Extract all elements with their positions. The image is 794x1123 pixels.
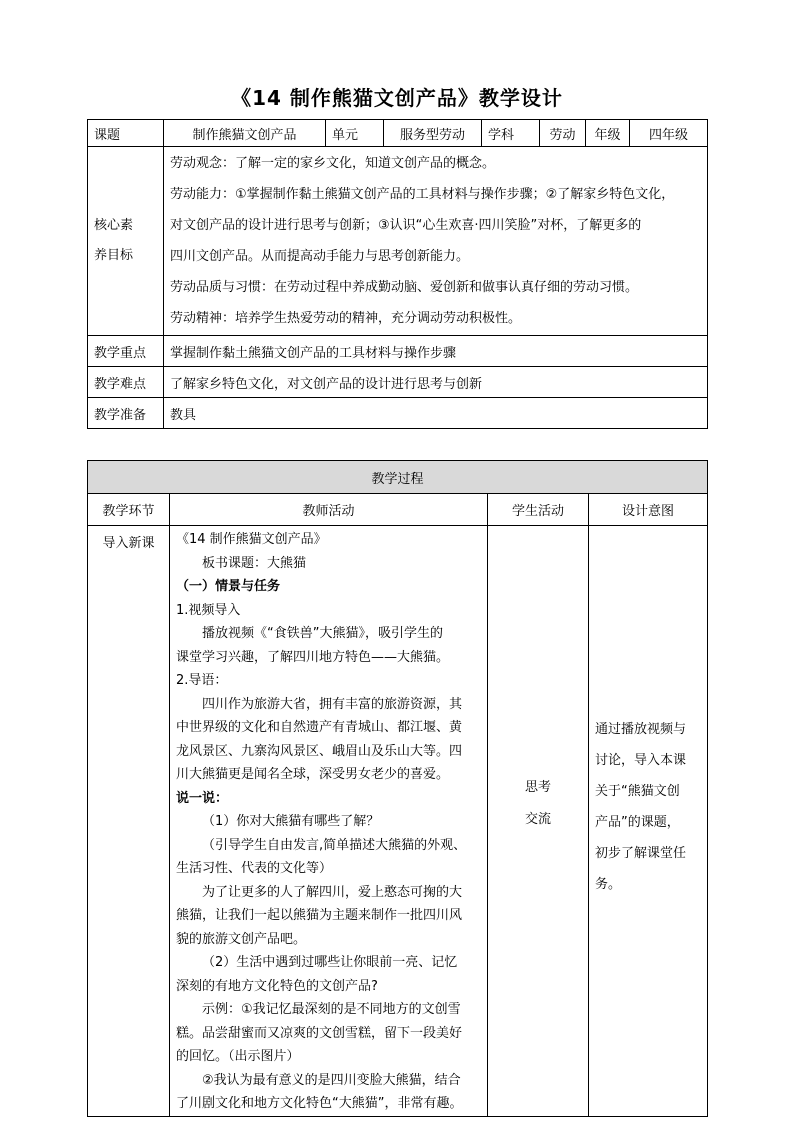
design-intent-cell — [589, 526, 708, 1117]
objectives-label — [88, 147, 164, 336]
design-line: 务。 — [595, 877, 622, 892]
teacher-line: ②我认为最有意义的是四川变脸大熊猫，结合 — [202, 1072, 461, 1088]
teacher-line: 生活习性、代表的文化等） — [176, 861, 333, 876]
objectives-row — [88, 147, 708, 336]
objective-line: 劳动精神：培养学生热爱劳动的精神，充分调动劳动积极性。 — [170, 311, 522, 326]
key-point-value: 掌握制作黏土熊猫文创产品的工具材料与操作步骤 — [164, 336, 708, 367]
preparation-row — [88, 398, 708, 429]
col-stage-header: 教学环节 — [88, 494, 170, 526]
teacher-line: 四川作为旅游大省，拥有丰富的旅游资源，其 — [202, 696, 463, 712]
objectives-label-line2: 养目标 — [94, 248, 134, 263]
teacher-line: 深刻的有地方文化特色的文创产品? — [176, 978, 378, 994]
design-line: 通过播放视频与 — [595, 722, 687, 737]
design-line: 产品”的课题， — [595, 815, 680, 830]
process-row — [88, 526, 708, 1117]
preparation-value: 教具 — [164, 398, 708, 429]
teacher-activity-cell — [170, 526, 488, 1117]
col-teacher-header: 教师活动 — [170, 494, 488, 526]
teacher-line: 《14 制作熊猫文创产品》 — [176, 532, 327, 547]
preparation-label: 教学准备 — [88, 398, 164, 429]
teacher-line: 为了让更多的人了解四川，爱上憨态可掬的大 — [202, 884, 463, 900]
student-activity-line: 思考 — [524, 780, 551, 795]
teacher-line: 1.视频导入 — [176, 602, 241, 618]
teacher-line: （1）你对大熊猫有哪些了解？ — [202, 814, 380, 829]
grade-label: 年级 — [586, 120, 630, 147]
topic-label: 课题 — [88, 120, 164, 147]
stage-cell: 导入新课 — [88, 526, 170, 1117]
teacher-line: 糕。品尝甜蜜而又凉爽的文创雪糕，留下一段美好 — [176, 1025, 463, 1041]
objective-line: 劳动能力：①掌握制作黏土熊猫文创产品的工具材料与操作步骤；②了解家乡特色文化， — [170, 187, 675, 202]
unit-label: 单元 — [326, 120, 384, 147]
teacher-line: 龙风景区、九寨沟风景区、峨眉山及乐山大等。四 — [176, 743, 463, 759]
objectives-content — [164, 147, 708, 336]
teacher-line: 示例：①我记忆最深刻的是不同地方的文创雪 — [202, 1002, 461, 1017]
unit-value: 服务型劳动 — [384, 120, 482, 147]
key-point-label: 教学重点 — [88, 336, 164, 367]
teacher-line: 课堂学习兴趣，了解四川地方特色——大熊猫。 — [176, 649, 450, 665]
process-heading-row — [88, 461, 708, 494]
subject-label: 学科 — [482, 120, 540, 147]
process-header-row — [88, 494, 708, 526]
difficulty-row — [88, 367, 708, 398]
teacher-line: 了川剧文化和地方文化特色“大熊猫”，非常有趣。 — [176, 1096, 463, 1111]
difficulty-value: 了解家乡特色文化，对文创产品的设计进行思考与创新 — [164, 367, 708, 398]
process-heading: 教学过程 — [88, 461, 708, 494]
objective-line: 对文创产品的设计进行思考与创新；③认识“心生欢喜·四川笑脸”对杯，了解更多的 — [170, 218, 642, 233]
teacher-line: （一）情景与任务 — [176, 579, 281, 594]
teacher-line: （引导学生自由发言,简单描述大熊猫的外观、 — [202, 837, 467, 853]
lesson-info-table — [87, 119, 708, 429]
design-line: 关于“熊猫文创 — [595, 784, 680, 799]
teacher-line: 中世界级的文化和自然遗产有青城山、都江堰、黄 — [176, 720, 463, 735]
col-student-header: 学生活动 — [488, 494, 589, 526]
student-activity-cell — [488, 526, 589, 1117]
col-design-header: 设计意图 — [589, 494, 708, 526]
teacher-line: 貌的旅游文创产品吧。 — [176, 931, 307, 947]
difficulty-label: 教学难点 — [88, 367, 164, 398]
teacher-line: 板书课题：大熊猫 — [202, 555, 307, 571]
key-point-row — [88, 336, 708, 367]
student-activity-line: 交流 — [524, 812, 551, 827]
design-line: 讨论，导入本课 — [595, 753, 687, 768]
design-line: 初步了解课堂任 — [595, 846, 687, 861]
teacher-line: 川大熊猫更是闻名全球，深受男女老少的喜爱。 — [176, 767, 450, 782]
teacher-line: （2）生活中遇到过哪些让你眼前一亮、记忆 — [202, 955, 458, 970]
objective-line: 劳动品质与习惯：在劳动过程中养成勤动脑、爱创新和做事认真仔细的劳动习惯。 — [170, 280, 639, 295]
info-row — [88, 120, 708, 147]
subject-value: 劳动 — [540, 120, 586, 147]
objectives-label-line1: 核心素 — [94, 218, 134, 233]
teacher-line: 的回忆。（出示图片） — [176, 1049, 300, 1064]
teacher-line: 2.导语： — [176, 673, 228, 688]
teacher-line: 熊猫，让我们一起以熊猫为主题来制作一批四川风 — [176, 908, 463, 923]
topic-value: 制作熊猫文创产品 — [164, 120, 326, 147]
grade-value: 四年级 — [630, 120, 708, 147]
teacher-line: 说一说： — [176, 790, 229, 806]
objective-line: 四川文创产品。从而提高动手能力与思考创新能力。 — [170, 249, 470, 264]
teacher-line: 播放视频《“食铁兽”大熊猫》，吸引学生的 — [202, 626, 443, 641]
objective-line: 劳动观念：了解一定的家乡文化，知道文创产品的概念。 — [170, 156, 496, 171]
teaching-process-table — [87, 460, 708, 1117]
document-title: 《14 制作熊猫文创产品》教学设计 — [231, 86, 563, 110]
